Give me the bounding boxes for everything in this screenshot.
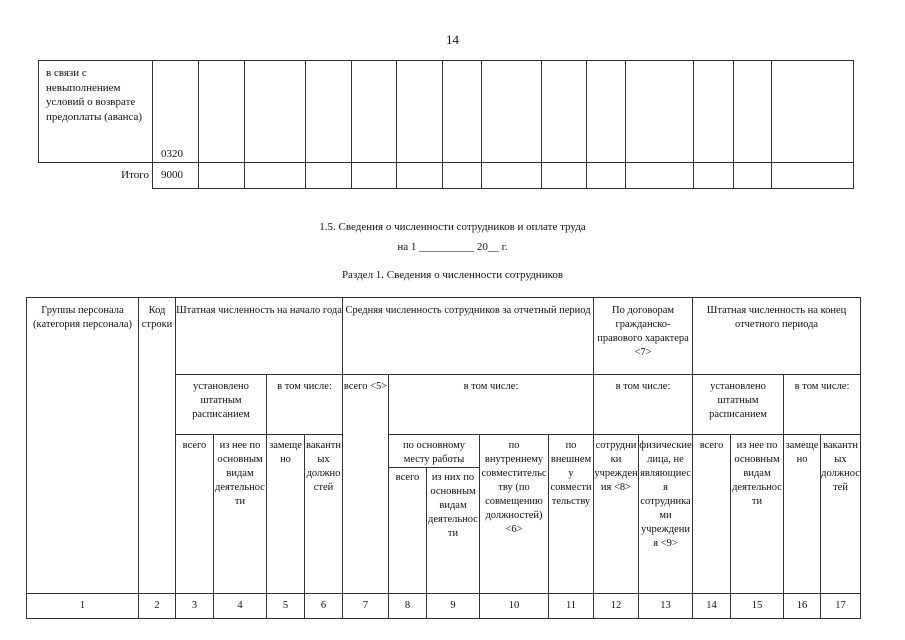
empty-cell [443, 61, 482, 163]
total-label: Итого [39, 163, 153, 189]
page-number: 14 [446, 32, 459, 47]
column-number: 9 [427, 594, 480, 619]
empty-cell [352, 61, 397, 163]
header-filled: замещено [267, 435, 305, 594]
column-number: 17 [821, 594, 861, 619]
header-total: всего [176, 435, 214, 594]
empty-cell [306, 163, 352, 189]
column-number: 4 [214, 594, 267, 619]
empty-cell [587, 61, 626, 163]
empty-cell [397, 163, 443, 189]
column-number: 2 [139, 594, 176, 619]
header-main-place: по основному месту работы [389, 435, 480, 468]
empty-cell [587, 163, 626, 189]
staff-numbers-table [26, 297, 861, 619]
header-individuals: физические лица, не являющиеся сотрудниками учреждения <9> [639, 435, 693, 594]
date-line: на 1 __________ 20__ г. [397, 241, 508, 253]
header-main-activity: из нее по основным видам деятельности [214, 435, 267, 594]
empty-cell [199, 61, 245, 163]
header-code: Код строки [139, 298, 176, 594]
header-groups: Группы персонала (категория персонала) [27, 298, 139, 594]
column-numbers-row [27, 594, 861, 619]
header-filled-end: замещено [784, 435, 821, 594]
header-established-end: установлено штатным расписанием [693, 375, 784, 435]
header-main-place-total: всего [389, 468, 427, 594]
empty-cell [482, 163, 542, 189]
column-number: 7 [343, 594, 389, 619]
header-main-place-activity: из них по основным видам деятельности [427, 468, 480, 594]
empty-cell [542, 61, 587, 163]
table-row [39, 61, 854, 163]
header-row [27, 298, 861, 375]
empty-cell [482, 61, 542, 163]
empty-cell [199, 163, 245, 189]
empty-cell [443, 163, 482, 189]
column-number: 16 [784, 594, 821, 619]
empty-cell [542, 163, 587, 189]
total-row [39, 163, 854, 189]
header-employees: сотрудники учреждения <8> [594, 435, 639, 594]
column-number: 6 [305, 594, 343, 619]
continuation-table [38, 60, 854, 189]
empty-cell [734, 163, 772, 189]
header-external: по внешнему совместительству [549, 435, 594, 594]
empty-cell [245, 61, 306, 163]
empty-cell [772, 163, 854, 189]
empty-cell [694, 163, 734, 189]
empty-cell [245, 163, 306, 189]
section-title: 1.5. Сведения о численности сотрудников и оплате труда [319, 221, 586, 233]
column-number: 3 [176, 594, 214, 619]
header-staff-end: Штатная численность на конец отчетного периода [693, 298, 861, 375]
header-vacant-end: вакантных должностей [821, 435, 861, 594]
column-number: 14 [693, 594, 731, 619]
header-including: в том числе: [267, 375, 343, 435]
column-number: 11 [549, 594, 594, 619]
subsection-title: Раздел 1. Сведения о численности сотрудников [341, 269, 564, 281]
empty-cell [772, 61, 854, 163]
empty-cell [306, 61, 352, 163]
header-main-activity-end: из нее по основным видам деятельности [731, 435, 784, 594]
empty-cell [734, 61, 772, 163]
row-description: в связи с невыполнением условий о возврате предоплаты (аванса) [39, 61, 153, 163]
header-average-total: всего <5> [343, 375, 389, 594]
header-average: Средняя численность сотрудников за отчетный период [343, 298, 594, 375]
header-average-including: в том числе: [389, 375, 594, 435]
header-including-end: в том числе: [784, 375, 861, 435]
header-vacant: вакантных должностей [305, 435, 343, 594]
empty-cell [352, 163, 397, 189]
column-number: 12 [594, 594, 639, 619]
header-internal: по внутреннему совместительству (по совмещению должностей) <6> [480, 435, 549, 594]
header-contracts: По договорам гражданско-правового характера <7> [594, 298, 693, 375]
total-code: 9000 [153, 163, 199, 189]
empty-cell [694, 61, 734, 163]
header-established: установлено штатным расписанием [176, 375, 267, 435]
column-number: 10 [480, 594, 549, 619]
column-number: 8 [389, 594, 427, 619]
header-staff-start: Штатная численность на начало года [176, 298, 343, 375]
empty-cell [626, 163, 694, 189]
column-number: 15 [731, 594, 784, 619]
header-total-end: всего [693, 435, 731, 594]
column-number: 1 [27, 594, 139, 619]
header-contracts-including: в том числе: [594, 375, 693, 435]
empty-cell [397, 61, 443, 163]
column-number: 13 [639, 594, 693, 619]
row-code: 0320 [153, 61, 199, 163]
column-number: 5 [267, 594, 305, 619]
empty-cell [626, 61, 694, 163]
